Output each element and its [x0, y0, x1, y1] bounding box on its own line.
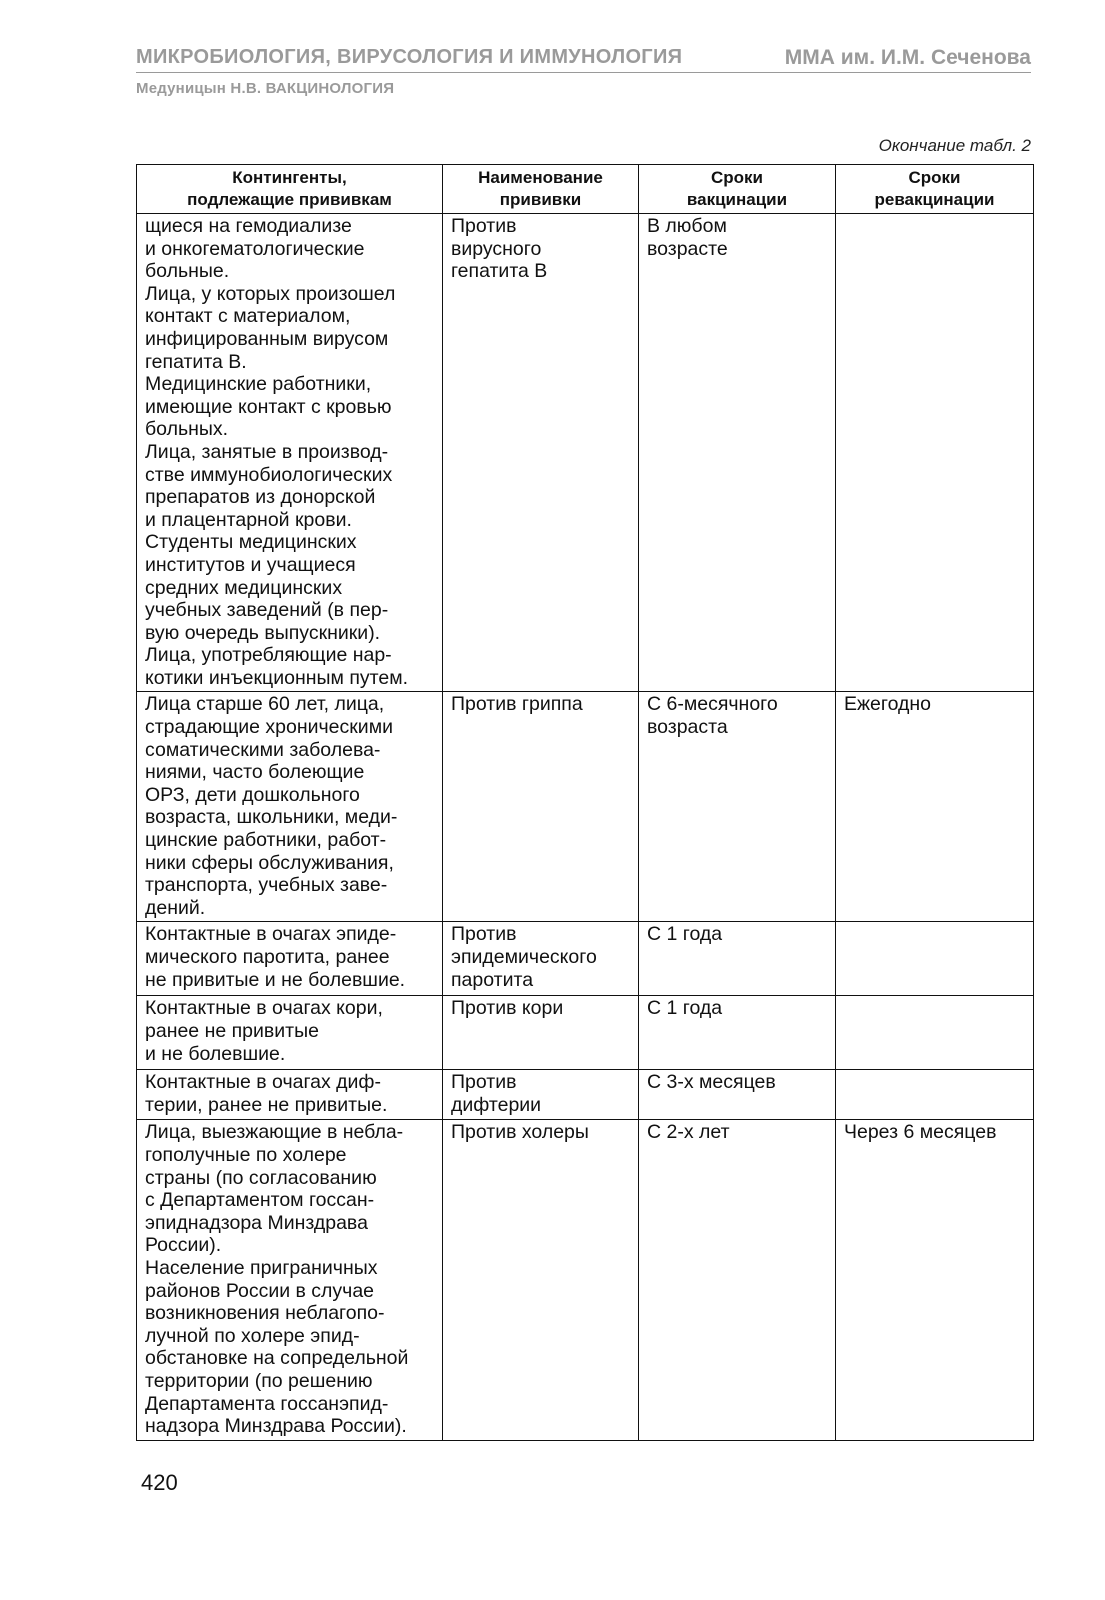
cell-contingents: Контактные в очагах эпиде- мического паротита, ранее не привитые и не болевшие. [137, 922, 443, 996]
page-number: 420 [141, 1470, 178, 1495]
cell-contingents: Контактные в очагах кори, ранее не привитые и не болевшие. [137, 996, 443, 1070]
cell-contingents: Лица старше 60 лет, лица, страдающие хроническими соматическими заболева- ниями, часто болеющие ОРЗ, дети дошкольного возраста, школьники, меди- цинские работники, работ- ники сферы обслуживания, транспорта, учебных заве- дений. [137, 692, 443, 922]
cell-vaccine-name: Против холеры [443, 1120, 639, 1440]
cell-revaccination-terms [836, 922, 1034, 996]
table-row [137, 692, 1034, 922]
cell-vaccine-name: Против дифтерии [443, 1070, 639, 1120]
cell-contingents: щиеся на гемодиализе и онкогематологические больные. Лица, у которых произошел контакт с материалом, инфицированным вирусом гепатита В. Медицинские работники, имеющие контакт с кровью больных. Лица, занятые в производ- стве иммунобиологических препаратов из донорской и плацентарной крови. Студенты медицинских институтов и учащиеся средних медицинских учебных заведений (в пер- вую очередь выпускники). Лица, употребляющие нар- котики инъекционным путем. [137, 214, 443, 692]
publisher-name: ММА им. И.М. Сеченова [784, 46, 1031, 69]
header-vaccination-terms [639, 165, 836, 214]
header-contingents [137, 165, 443, 214]
table-caption: Окончание табл. 2 [878, 136, 1031, 155]
cell-vaccination-terms: С 3-х месяцев [639, 1070, 836, 1120]
cell-vaccine-name: Против гриппа [443, 692, 639, 922]
header-label: Наименование прививки [478, 168, 603, 209]
running-header [136, 46, 1031, 73]
cell-vaccine-name: Против вирусного гепатита В [443, 214, 639, 692]
cell-vaccination-terms: В любом возрасте [639, 214, 836, 692]
cell-contingents: Лица, выезжающие в небла- гополучные по холере страны (по согласованию с Департаментом госсан- эпиднадзора Минздрава России). Население приграничных районов России в случае возникновения неблагопо- лучной по холере эпид- обстановке на сопредельной территории (по решению Департамента госсанэпид- надзора Минздрава России). [137, 1120, 443, 1440]
cell-vaccination-terms: С 6-месячного возраста [639, 692, 836, 922]
header-label: Контингенты, подлежащие прививкам [187, 168, 392, 209]
header-vaccine-name [443, 165, 639, 214]
cell-revaccination-terms: Ежегодно [836, 692, 1034, 922]
table-row [137, 1070, 1034, 1120]
cell-vaccination-terms: С 1 года [639, 996, 836, 1070]
vaccination-table [136, 164, 1034, 1441]
cell-vaccination-terms: С 2-х лет [639, 1120, 836, 1440]
table-row [137, 922, 1034, 996]
cell-vaccine-name: Против кори [443, 996, 639, 1070]
header-label: Сроки вакцинации [686, 168, 788, 209]
table-row [137, 996, 1034, 1070]
table-header-row [137, 165, 1034, 214]
cell-revaccination-terms [836, 996, 1034, 1070]
chapter-title: Медуницын Н.В. ВАКЦИНОЛОГИЯ [136, 80, 395, 97]
cell-revaccination-terms [836, 1070, 1034, 1120]
table-row [137, 1120, 1034, 1440]
book-title: МИКРОБИОЛОГИЯ, ВИРУСОЛОГИЯ И ИММУНОЛОГИЯ [136, 46, 683, 68]
cell-vaccination-terms: С 1 года [639, 922, 836, 996]
cell-revaccination-terms: Через 6 месяцев [836, 1120, 1034, 1440]
cell-contingents: Контактные в очагах диф- терии, ранее не привитые. [137, 1070, 443, 1120]
header-label: Сроки ревакцинации [874, 168, 995, 209]
table-row [137, 214, 1034, 692]
cell-vaccine-name: Против эпидемического паротита [443, 922, 639, 996]
cell-revaccination-terms [836, 214, 1034, 692]
header-revaccination-terms [836, 165, 1034, 214]
